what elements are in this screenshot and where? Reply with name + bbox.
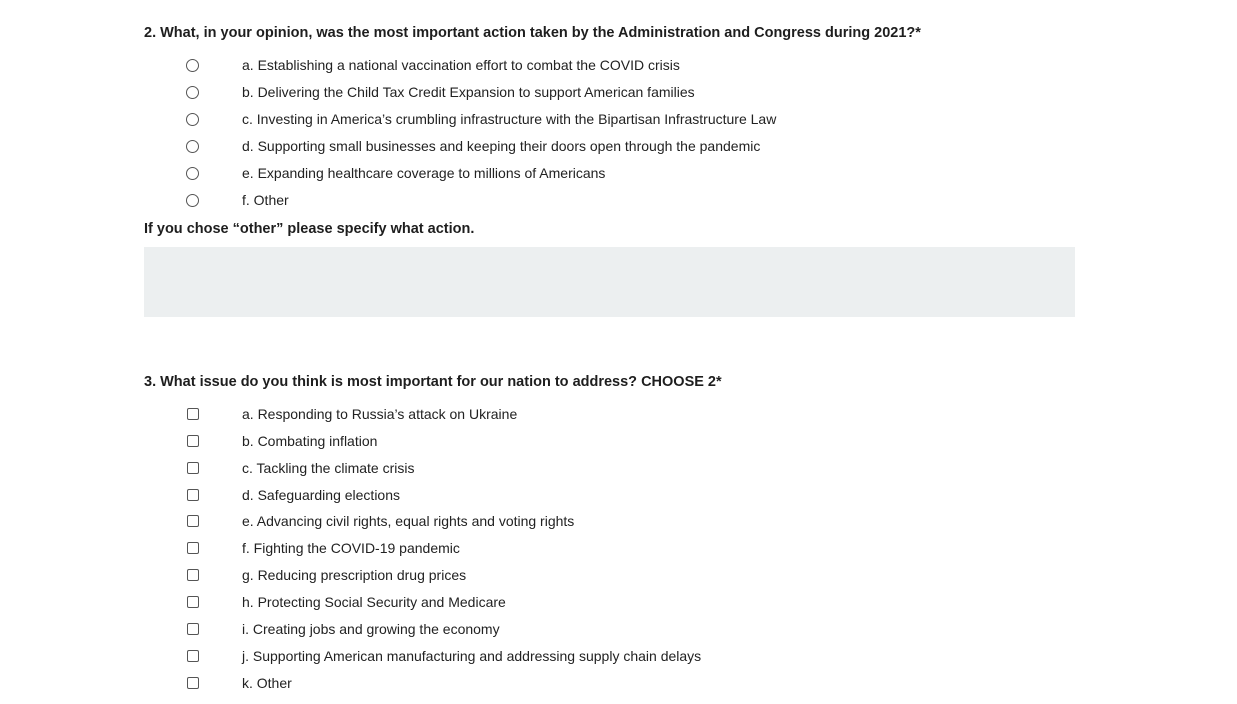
question-3-option-h[interactable]	[186, 592, 506, 612]
other-specify-input[interactable]	[144, 247, 1075, 317]
option-label: b. Delivering the Child Tax Credit Expansion to support American families	[242, 84, 695, 100]
option-label: j. Supporting American manufacturing and addressing supply chain delays	[242, 648, 702, 664]
question-2-option-b[interactable]	[186, 82, 695, 102]
option-label: f. Other	[242, 192, 289, 208]
question-2-option-e[interactable]	[186, 163, 606, 183]
question-3-option-j[interactable]	[186, 646, 702, 666]
checkbox[interactable]	[187, 569, 199, 581]
question-2-option-d[interactable]	[186, 136, 761, 156]
option-label: d. Safeguarding elections	[242, 487, 400, 503]
checkbox[interactable]	[187, 515, 199, 527]
question-2-title: 2. What, in your opinion, was the most important action taken by the Administration and Congress during 2021?*	[144, 25, 921, 41]
option-label: a. Responding to Russia’s attack on Ukraine	[242, 406, 518, 422]
question-3-option-i[interactable]	[186, 619, 500, 639]
question-3-option-k[interactable]	[186, 673, 292, 693]
option-label: i. Creating jobs and growing the economy	[242, 621, 500, 637]
checkbox[interactable]	[187, 435, 199, 447]
option-label: c. Tackling the climate crisis	[242, 460, 415, 476]
checkbox[interactable]	[187, 623, 199, 635]
option-label: d. Supporting small businesses and keeping their doors open through the pandemic	[242, 138, 761, 154]
question-2-option-a[interactable]	[186, 55, 680, 75]
question-3-option-b[interactable]	[186, 431, 378, 451]
radio-button[interactable]	[186, 86, 199, 99]
option-label: b. Combating inflation	[242, 433, 378, 449]
checkbox[interactable]	[187, 542, 199, 554]
checkbox[interactable]	[187, 462, 199, 474]
question-3-title: 3. What issue do you think is most important for our nation to address? CHOOSE 2*	[144, 374, 722, 390]
option-label: a. Establishing a national vaccination effort to combat the COVID crisis	[242, 57, 680, 73]
other-specify-label: If you chose “other” please specify what action.	[144, 221, 475, 237]
checkbox[interactable]	[187, 677, 199, 689]
option-label: e. Expanding healthcare coverage to millions of Americans	[242, 165, 606, 181]
checkbox[interactable]	[187, 650, 199, 662]
option-label: g. Reducing prescription drug prices	[242, 567, 467, 583]
option-label: e. Advancing civil rights, equal rights and voting rights	[242, 513, 575, 529]
radio-button[interactable]	[186, 113, 199, 126]
checkbox[interactable]	[187, 489, 199, 501]
option-label: c. Investing in America’s crumbling infrastructure with the Bipartisan Infrastructure Law	[242, 111, 777, 127]
question-3-option-e[interactable]	[186, 511, 575, 531]
radio-button[interactable]	[186, 194, 199, 207]
question-2-option-f[interactable]	[186, 190, 289, 210]
question-3-option-c[interactable]	[186, 458, 415, 478]
question-3-option-a[interactable]	[186, 404, 518, 424]
question-2-option-c[interactable]	[186, 109, 777, 129]
radio-button[interactable]	[186, 140, 199, 153]
radio-button[interactable]	[186, 59, 199, 72]
option-label: f. Fighting the COVID-19 pandemic	[242, 540, 460, 556]
radio-button[interactable]	[186, 167, 199, 180]
question-3-option-d[interactable]	[186, 485, 400, 505]
option-label: k. Other	[242, 675, 292, 691]
option-label: h. Protecting Social Security and Medicare	[242, 594, 506, 610]
checkbox[interactable]	[187, 596, 199, 608]
question-3-option-g[interactable]	[186, 565, 467, 585]
question-3-option-f[interactable]	[186, 538, 460, 558]
checkbox[interactable]	[187, 408, 199, 420]
